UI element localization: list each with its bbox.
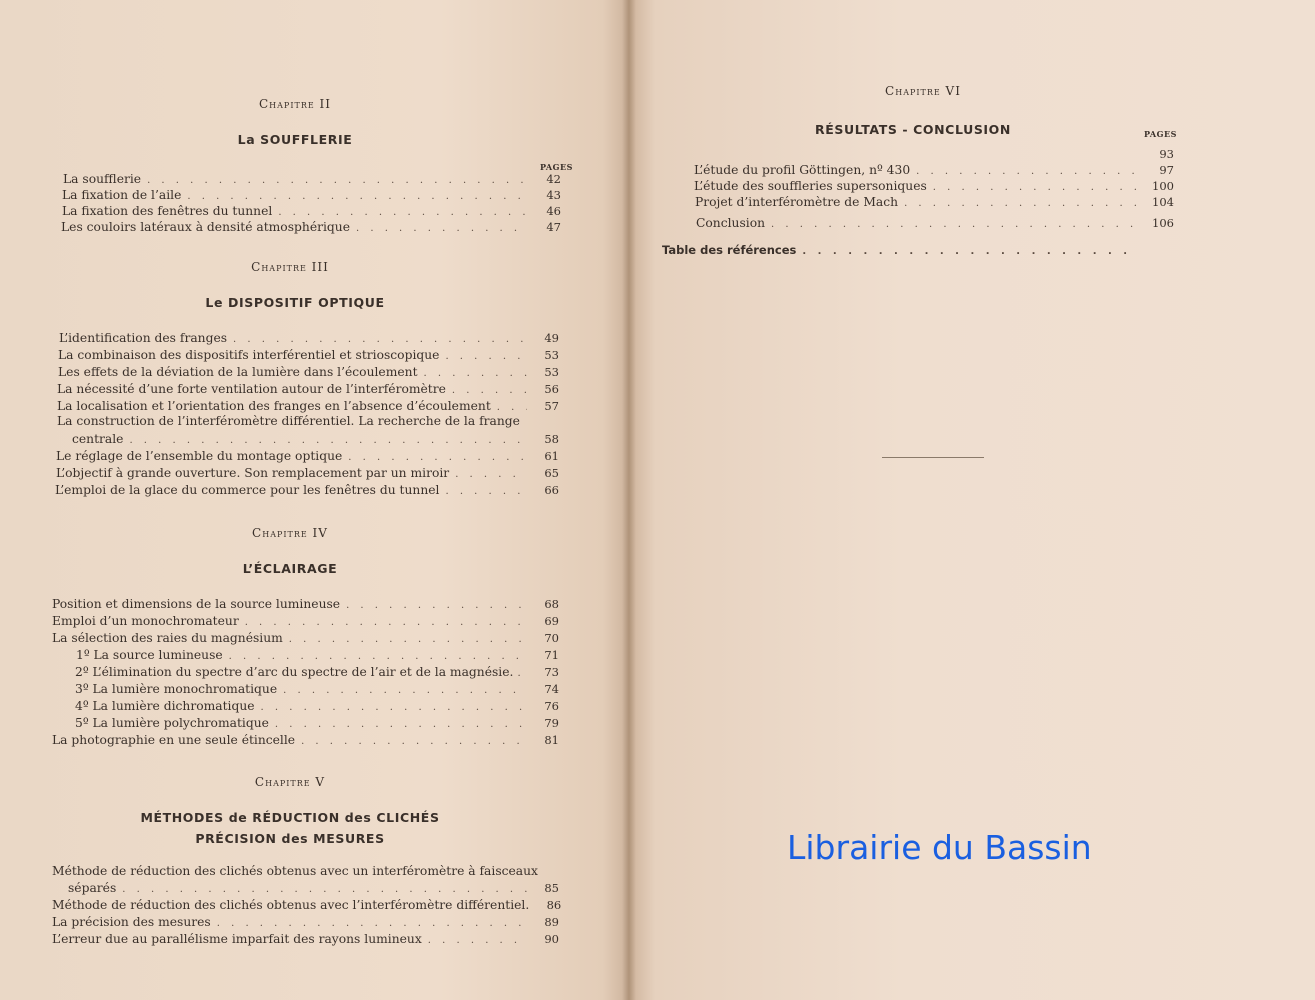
chapter-5-title-line-2: PRÉCISION des MESURES	[195, 831, 385, 846]
toc-entry: La construction de l’interféromètre différentiel. La recherche de la frange	[57, 414, 520, 428]
toc-entry: La photographie en une seule étincelle . . . 81	[52, 732, 559, 749]
chapter-2-heading: Chapitre II	[259, 97, 331, 111]
table-des-references: Table des références . . .	[662, 242, 1142, 259]
toc-entry: La soufflerie . . . 42	[63, 171, 561, 188]
toc-entry: Projet d’interféromètre de Mach . . . 104	[695, 194, 1174, 211]
left-page	[0, 0, 628, 1000]
toc-entry: Position et dimensions de la source lumineuse . . . 68	[52, 596, 559, 613]
toc-entry: 4º La lumière dichromatique . . . 76	[75, 698, 559, 715]
toc-entry: La nécessité d’une forte ventilation autour de l’interféromètre . . . 56	[57, 381, 559, 398]
chapter-6-title: RÉSULTATS - CONCLUSION	[815, 122, 1011, 137]
chapter-4-title: L’ÉCLAIRAGE	[242, 561, 338, 576]
watermark-text: Librairie du Bassin	[787, 828, 1092, 867]
chapter-3-heading: Chapitre III	[251, 260, 329, 274]
toc-entry: Méthode de réduction des clichés obtenus avec l’interféromètre différentiel. 86	[52, 898, 562, 912]
chapter-6-heading: Chapitre VI	[885, 84, 961, 98]
chapter-3-title: Le DISPOSITIF OPTIQUE	[205, 295, 385, 310]
toc-entry: Conclusion . . . 106	[696, 215, 1174, 232]
pages-column-label: PAGES	[1144, 129, 1177, 139]
toc-entry: 93	[1159, 147, 1174, 161]
toc-entry: centrale . . . 58	[72, 431, 559, 448]
toc-entry: 2º L’élimination du spectre d’arc du spectre de l’air et de la magnésie. . . . 73	[75, 664, 559, 681]
toc-entry: L’emploi de la glace du commerce pour les fenêtres du tunnel . . . 66	[55, 482, 559, 499]
toc-entry: 5º La lumière polychromatique . . . 79	[75, 715, 559, 732]
toc-entry: La sélection des raies du magnésium . . . 70	[52, 630, 559, 647]
toc-entry: Les effets de la déviation de la lumière dans l’écoulement . . . 53	[58, 364, 559, 381]
toc-entry: L’erreur due au parallélisme imparfait des rayons lumineux . . . 90	[52, 931, 559, 948]
chapter-5-heading: Chapitre V	[254, 775, 326, 789]
pages-column-label: PAGES	[540, 162, 573, 172]
toc-entry: L’objectif à grande ouverture. Son remplacement par un miroir . . . 65	[56, 465, 559, 482]
toc-entry: Le réglage de l’ensemble du montage optique . . . 61	[56, 448, 559, 465]
toc-entry: La localisation et l’orientation des franges en l’absence d’écoulement . . . 57	[57, 398, 559, 415]
toc-entry: La fixation de l’aile . . . 43	[62, 187, 561, 204]
toc-entry: La fixation des fenêtres du tunnel . . . 46	[62, 203, 561, 220]
section-divider	[882, 457, 984, 458]
toc-entry: L’identification des franges . . . 49	[59, 330, 559, 347]
toc-entry: Méthode de réduction des clichés obtenus avec un interféromètre à faisceaux	[52, 864, 538, 878]
chapter-5-title-line-1: MÉTHODES de RÉDUCTION des CLICHÉS	[140, 810, 440, 825]
toc-entry: Les couloirs latéraux à densité atmosphérique . . . 47	[61, 219, 561, 236]
toc-entry: Emploi d’un monochromateur . . . 69	[52, 613, 559, 630]
toc-entry: 3º La lumière monochromatique . . . 74	[75, 681, 559, 698]
book-spine-gutter	[622, 0, 636, 1000]
toc-entry: La précision des mesures . . . 89	[52, 914, 559, 931]
toc-entry: La combinaison des dispositifs interférentiel et strioscopique . . . 53	[58, 347, 559, 364]
toc-entry: 1º La source lumineuse . . . 71	[76, 647, 559, 664]
toc-entry: L’étude des souffleries supersoniques . . . 100	[694, 178, 1174, 195]
chapter-2-title: La SOUFFLERIE	[237, 132, 353, 147]
toc-entry: L’étude du profil Göttingen, nº 430 . . . 97	[694, 162, 1174, 179]
chapter-4-heading: Chapitre IV	[252, 526, 328, 540]
toc-entry: séparés . . . 85	[68, 880, 559, 897]
